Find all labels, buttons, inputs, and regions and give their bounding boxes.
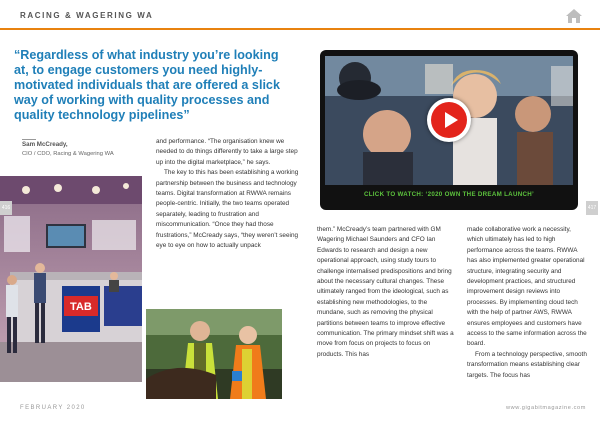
- col3-paragraph-2: From a technology perspective, smooth transformation means establishing clear targets. The focus has: [467, 350, 587, 379]
- pull-quote: “Regardless of what industry you’re looking at, to engage customers you need highly-motivated individuals that are offered a slick way of working with quality processes and quality technology pipelines”: [14, 48, 280, 122]
- tab-store-photo: [0, 176, 142, 382]
- publication-title: RACING & WAGERING WA: [20, 11, 154, 20]
- col1-paragraph-2: The key to this has been establishing a working partnership between the business and technology teams. Digital transformation at RWWA remains people-centric. Initially, the two teams operated separately, leading to frustration and miscommunication. “Once they had those frustrations,” McCready says, “they weren’t seeing eye to eye on how to actually unpack: [156, 169, 299, 250]
- col2-paragraph-1: them.” McCready’s team partnered with GM Wagering Michael Saunders and CFO Ian Edwards to research and design a new operational approach, using study tours to challenge internalised predispositions and bring about the necessary cultural changes. These ultimately ranged from the ideological, such as establishing new methodologies, to the mundane, such as removing the physical partitions between teams to improve effective communication. The primary mindset shift was a move from focus on projects to focus on products. This has: [317, 226, 454, 358]
- col1-paragraph-1: and performance. “The organisation knew we needed to do things differently to take a large step up into the digital marketplace,” he says.: [156, 138, 298, 166]
- col3-paragraph-1: made collaborative work a necessity, which ultimately has led to high performance across the teams. RWWA has also implemented greater operational structure, integrating security and development practices, and structured improvement design reviews into processes. By implementing cloud tech with the help of partner AWS, RWWA ensures employees and customers have access to the same information across the board.: [467, 226, 587, 348]
- page-tab-left[interactable]: 416: [0, 201, 12, 215]
- video-thumbnail[interactable]: [325, 56, 573, 185]
- article-column-3: [467, 225, 589, 381]
- page-header: [0, 0, 600, 30]
- home-icon[interactable]: [565, 8, 583, 24]
- byline-name: Sam McCready,: [22, 141, 68, 148]
- svg-text:TAB: TAB: [70, 301, 92, 313]
- byline-role: CIO / CDO, Racing & Wagering WA: [22, 151, 114, 157]
- racing-staff-photo: [146, 309, 282, 399]
- header-accent-line: [0, 28, 600, 30]
- footer-website-link[interactable]: www.gigabitmagazine.com: [505, 405, 586, 411]
- page-tab-right[interactable]: 417: [586, 201, 598, 215]
- article-column-1: [156, 137, 304, 251]
- play-button[interactable]: [427, 98, 471, 142]
- video-watch-link[interactable]: CLICK TO WATCH: ‘2020 OWN THE DREAM LAUNCH’: [363, 191, 535, 198]
- play-icon: [431, 102, 467, 138]
- byline-divider: [22, 139, 36, 140]
- article-column-2: [317, 225, 457, 360]
- footer-date: FEBRUARY 2020: [20, 405, 86, 411]
